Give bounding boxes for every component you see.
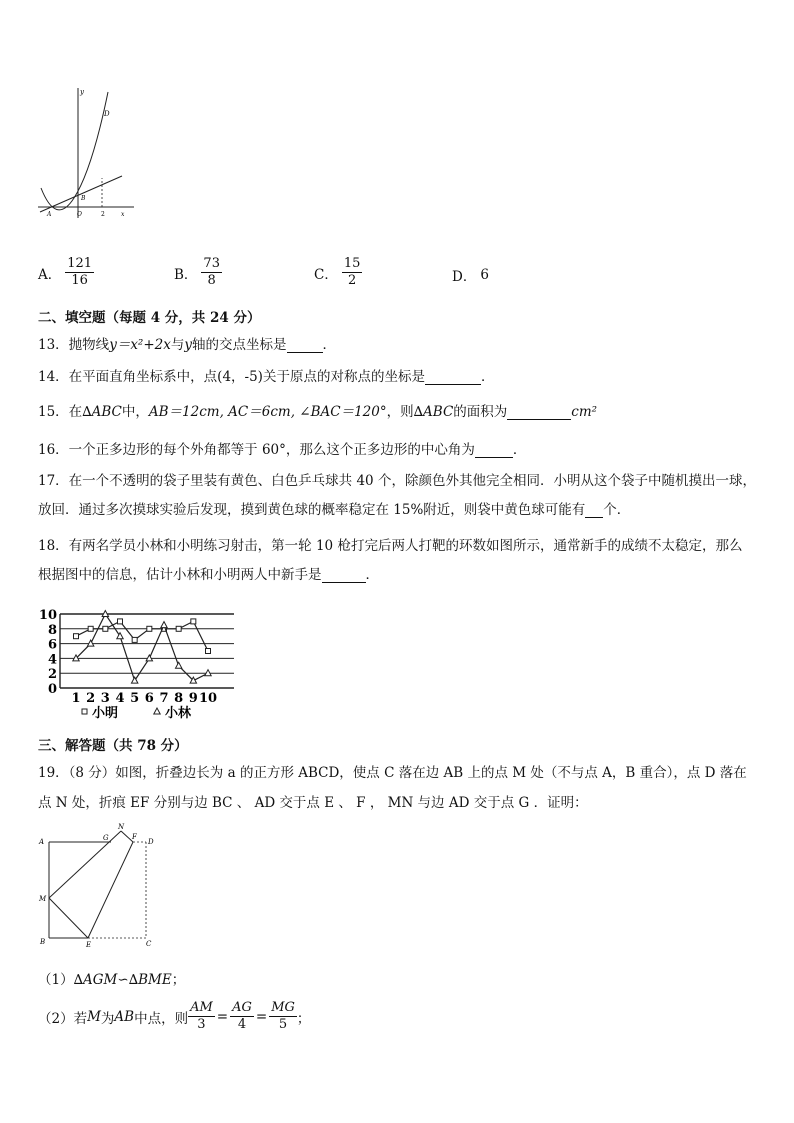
label-b: B [81,195,86,202]
label-d: D [104,110,110,118]
data-point-square [206,649,211,654]
label-c: C [146,940,152,948]
question-16: 16．一个正多边形的每个外角都等于 60°，那么这个正多边形的中心角为 ． [38,442,527,458]
y-tick-label: 6 [47,637,57,653]
data-point-square [191,619,196,624]
data-point-square [132,637,137,642]
legend-label-2: 小林 [165,706,192,721]
shooting-score-chart [36,600,246,726]
option-b-letter: B． [174,266,198,283]
answer-blank-14[interactable] [425,370,481,385]
y-tick-label: 10 [38,608,57,623]
option-d[interactable] [452,265,489,285]
label-g: G [103,834,109,842]
fraction-ag-4: $\frac{AG}{4}$ [232,1000,252,1032]
legend-label-1: 小明 [92,706,119,721]
option-c[interactable] [314,256,362,289]
answer-blank-18[interactable] [322,568,366,583]
x-tick-label: 10 [198,691,218,706]
x-tick-label: 6 [144,691,154,706]
question-17-line1: 17．在一个不透明的袋子里装有黄色、白色乒乓球共 40 个，除颜色外其他完全相同．小明从这个袋子中随机摸出一球， [38,473,756,489]
label-m: M [39,895,47,903]
y-tick-label: 4 [47,652,57,668]
data-point-triangle [87,640,93,646]
label-e: E [86,941,92,949]
fraction-am-3: $\frac{AM}{3}$ [190,1000,213,1032]
question-15: 15．在∆ABC中，AB＝12cm, AC＝6cm, ∠BAC＝120°，则∆ABC的面积为 cm² [38,404,598,420]
answer-blank-17[interactable] [585,503,603,518]
option-a-fraction: $\frac{121}{16}$ [67,256,93,288]
y-tick-label: 0 [47,682,57,697]
label-a: A [39,838,45,846]
section3-title: 三、解答题（共 78 分） [38,738,188,754]
label-two: 2 [101,211,105,218]
answer-blank-16[interactable] [475,443,513,458]
option-b-fraction: $\frac{73}{8}$ [203,256,220,288]
data-point-square [176,626,181,631]
label-d: D [148,838,154,846]
figure-folded-square [36,822,160,950]
answer-blank-15[interactable] [507,405,571,420]
x-tick-label: 9 [188,691,198,706]
x-tick-label: 4 [115,691,125,706]
legend-triangle-marker [154,708,160,714]
answer-blank-13[interactable] [287,338,323,353]
label-a: A [47,211,52,218]
label-o: O [77,211,82,218]
option-d-letter: D． [452,269,477,285]
option-a-letter: A． [38,266,62,283]
option-a[interactable] [38,256,94,289]
x-tick-label: 3 [100,691,110,706]
x-tick-label: 7 [159,691,169,706]
question-18-line1: 18．有两名学员小林和小明练习射击，第一轮 10 枪打完后两人打靶的环数如图所示，通常新手的成绩不太稳定，那么 [38,538,743,554]
option-b[interactable] [174,256,222,289]
question-19-part1: （1）∆AGM∽∆BME； [38,972,186,988]
x-tick-label: 8 [174,691,184,706]
data-point-square [74,634,79,639]
label-b: B [40,938,46,946]
label-f: F [132,833,137,841]
fold-line-ef [88,842,133,938]
x-tick-label: 5 [130,691,140,706]
parabola-curve [41,92,108,210]
question-17-line2: 放回．通过多次摸球实验后发现，摸到黄色球的概率稳定在 15%附近，则袋中黄色球可能有 个． [38,502,631,518]
question-19-line2: 点 N 处，折痕 EF 分别与边 BC 、 AD 交于点 E 、 F ， MN 与边 AD 交于点 G ．证明： [38,795,588,811]
x-tick-label: 1 [71,691,81,706]
legend-square-marker [82,709,87,714]
segment-me [49,898,88,938]
question-18-line2: 根据图中的信息，估计小林和小明两人中新手是 ． [38,567,379,583]
option-d-value: 6 [480,267,489,283]
segment-mn [49,831,121,898]
data-point-triangle [175,662,181,668]
y-tick-label: 8 [47,622,57,638]
data-point-square [118,619,123,624]
data-point-square [147,626,152,631]
figure-parabola [36,86,136,222]
data-point-triangle [161,622,167,628]
data-point-square [88,626,93,631]
x-tick-label: 2 [86,691,96,706]
question-19-part2: （2）若 M 为 AB 中点，则 $\frac{AM}{3}$ = $\frac{AG}{4}$ = $\frac{MG}{5}$ ； [38,1000,311,1032]
label-n: N [118,823,125,831]
label-y: y [80,88,84,96]
equals-sign-2: = [255,1008,268,1025]
section2-title: 二、填空题（每题 4 分，共 24 分） [38,310,261,326]
question-19-line1: 19．（8 分）如图，折叠边长为 a 的正方形 ABCD，使点 C 落在边 AB 上的点 M 处（不与点 A，B 重合），点 D 落在 [38,765,747,781]
label-x: x [121,211,125,218]
series-line-1 [76,621,208,651]
fraction-mg-5: $\frac{MG}{5}$ [271,1000,295,1032]
option-c-fraction: $\frac{15}{2}$ [343,256,361,288]
data-point-square [103,626,108,631]
question-14: 14．在平面直角坐标系中，点(4，-5)关于原点的对称点的坐标是 ． [38,369,495,385]
y-tick-label: 2 [47,667,57,683]
option-c-letter: C． [314,266,338,283]
question-13: 13．抛物线y＝x²+2x与y轴的交点坐标是 ． [38,337,336,353]
